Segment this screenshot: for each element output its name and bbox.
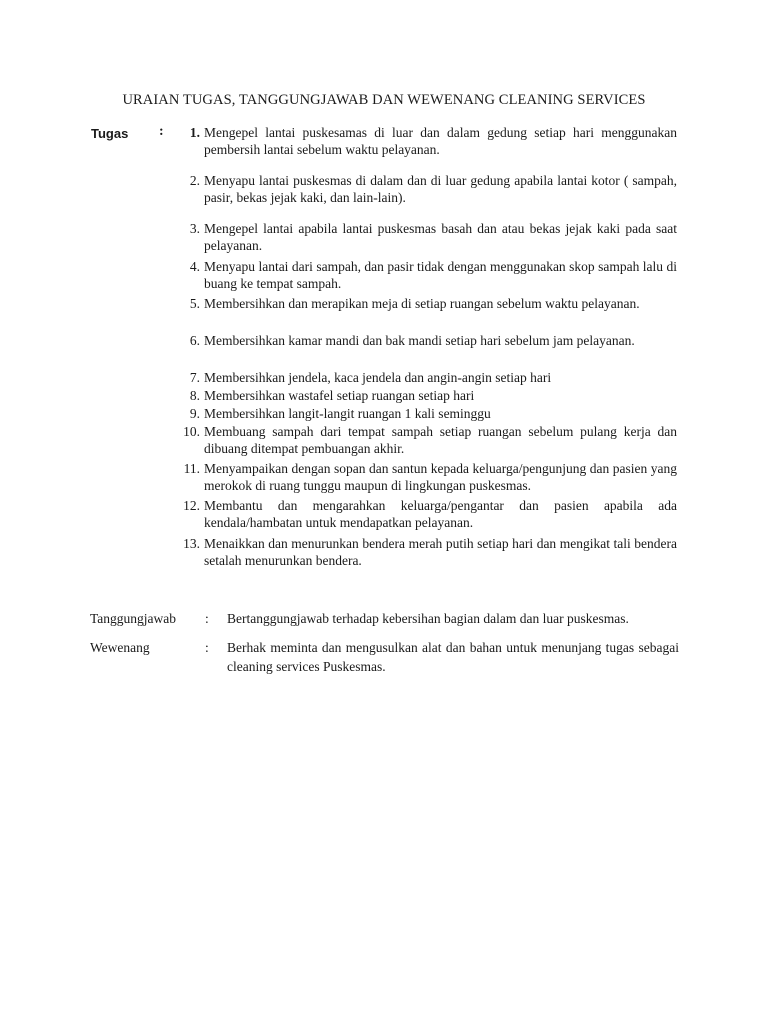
item-number: 10. <box>183 424 200 439</box>
tanggungjawab-text: Bertanggungjawab terhadap kebersihan bagian dalam dan luar puskesmas. <box>227 611 629 626</box>
item-number: 4. <box>189 259 200 274</box>
item-text: Membantu dan mengarahkan keluarga/pengantar dan pasien apabila ada kendala/hambatan untuk mendapatkan pelayanan. <box>204 498 677 530</box>
item-text: Membersihkan kamar mandi dan bak mandi setiap hari sebelum jam pelayanan. <box>204 333 635 348</box>
item-text: Membersihkan jendela, kaca jendela dan angin-angin setiap hari <box>204 370 552 385</box>
item-number: 8. <box>189 388 200 403</box>
item-text: Membersihkan langit-langit ruangan 1 kali seminggu <box>204 406 491 421</box>
item-text: Menaikkan dan menurunkan bendera merah putih setiap hari dan mengikat tali bendera setalah menurunkan bendera. <box>204 536 677 568</box>
tanggungjawab-label: Tanggungjawab <box>90 611 177 626</box>
item-number: 11. <box>183 461 200 476</box>
item-text: Mengepel lantai apabila lantai puskesmas basah dan atau bekas jejak kaki pada saat pelayanan. <box>204 221 677 253</box>
item-text: Mengepel lantai puskesamas di luar dan dalam gedung setiap hari menggunakan pembersih lantai sebelum waktu pelayanan. <box>204 125 677 157</box>
document-title: URAIAN TUGAS, TANGGUNGJAWAB DAN WEWENANG CLEANING SERVICES <box>122 92 646 108</box>
item-text: Menyampaikan dengan sopan dan santun kepada keluarga/pengunjung dan pasien yang merokok di ruang tunggu maupun di lingkungan puskesmas. <box>204 461 677 493</box>
wewenang-text: Berhak meminta dan mengusulkan alat dan bahan untuk menunjang tugas sebagai cleaning services Puskesmas. <box>227 640 679 674</box>
item-number: 6. <box>189 333 200 348</box>
item-text: Membersihkan dan merapikan meja di setiap ruangan sebelum waktu pelayanan. <box>204 296 640 311</box>
tugas-colon: : <box>159 124 164 139</box>
item-number: 2. <box>189 173 200 188</box>
tanggungjawab-colon: : <box>205 611 209 626</box>
item-text: Membersihkan wastafel setiap ruangan setiap hari <box>204 388 475 403</box>
wewenang-label: Wewenang <box>90 640 150 655</box>
item-text: Membuang sampah dari tempat sampah setiap ruangan sebelum pulang kerja dan dibuang ditempat pembuangan akhir. <box>204 424 677 456</box>
item-number: 5. <box>189 296 200 311</box>
tugas-label: Tugas <box>91 126 129 141</box>
item-number: 13. <box>183 536 200 551</box>
item-text: Menyapu lantai puskesmas di dalam dan di luar gedung apabila lantai kotor ( sampah, pasir, bekas jejak kaki, dan lain-lain). <box>204 173 677 205</box>
item-text: Menyapu lantai dari sampah, dan pasir tidak dengan menggunakan skop sampah lalu di buang ke tempat sampah. <box>204 259 677 291</box>
item-number: 3. <box>189 221 200 236</box>
item-number: 9. <box>189 406 200 421</box>
item-number: 12. <box>183 498 200 513</box>
item-number: 1. <box>189 125 200 140</box>
wewenang-colon: : <box>205 640 209 655</box>
item-number: 7. <box>189 370 200 385</box>
